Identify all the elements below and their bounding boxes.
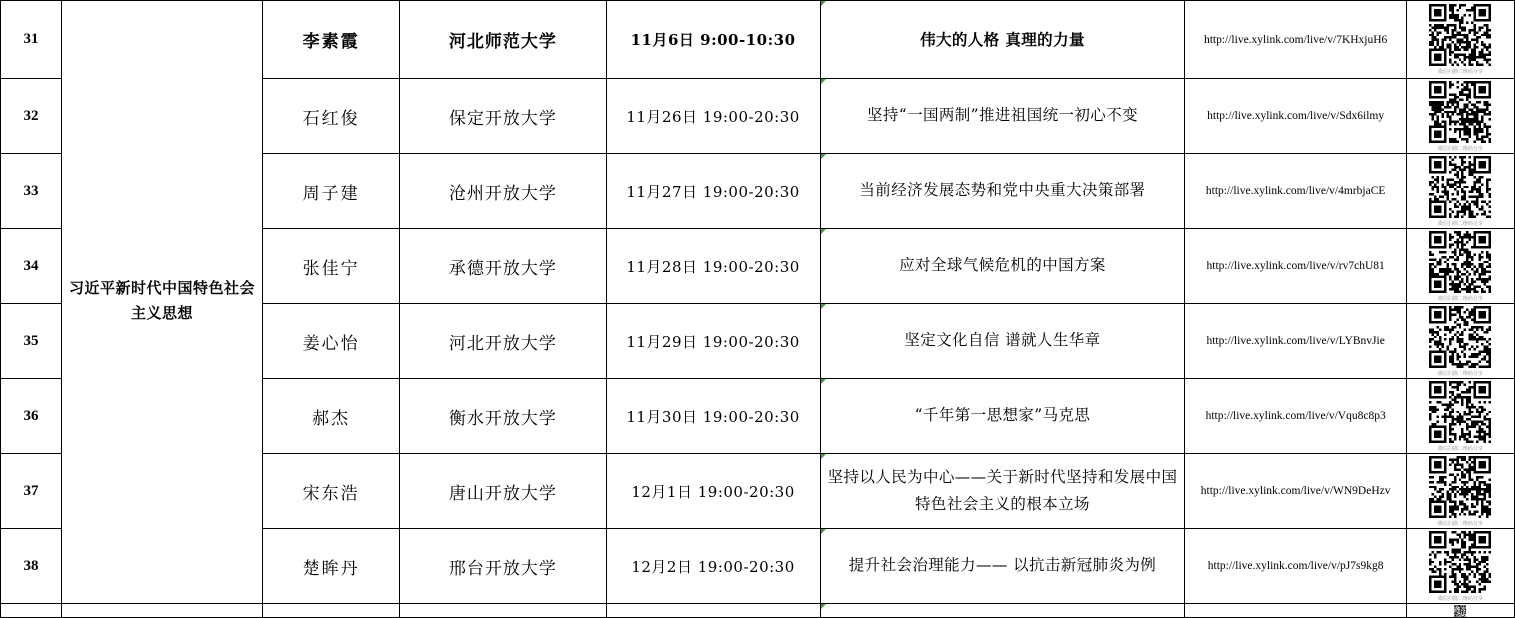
live-link-cell[interactable]: http://live.xylink.com/live/v/4mrbjaCE [1185, 154, 1406, 229]
qr-code-image [1429, 381, 1491, 443]
qr-caption: 微信扫描二维码分享 [1437, 220, 1483, 227]
qr-caption: 微信扫描二维码分享 [1437, 69, 1483, 75]
qr-code-image [1429, 306, 1491, 368]
school-cell: 衡水开放大学 [400, 379, 607, 454]
speaker-cell: 张佳宁 [263, 229, 400, 304]
qr-code-cell [1406, 154, 1514, 229]
time-cell: 11月30日 19:00-20:30 [606, 379, 820, 454]
row-index-cell: 37 [1, 454, 62, 529]
row-index-cell: 33 [1, 154, 62, 229]
lecture-title-cell [820, 79, 1185, 154]
time-cell: 12月2日 19:00-20:30 [606, 529, 820, 604]
qr-wrap [1407, 605, 1514, 617]
qr-wrap [1407, 531, 1514, 602]
qr-caption: 微信扫描二维码分享 [1437, 295, 1483, 302]
live-link-cell[interactable]: http://live.xylink.com/live/v/WN9DeHzv [1185, 454, 1406, 529]
row-index-cell: 35 [1, 304, 62, 379]
lecture-title-cell [820, 379, 1185, 454]
qr-wrap [1407, 456, 1514, 527]
qr-code-image [1429, 456, 1491, 518]
lecture-title-cell [820, 229, 1185, 304]
comment-marker-icon [821, 304, 826, 309]
lecture-title-text: 提升社会治理能力—— 以抗击新冠肺炎为例 [848, 556, 1157, 575]
school-cell: 河北开放大学 [400, 304, 607, 379]
qr-code-image [1429, 4, 1491, 66]
qr-caption: 微信扫描二维码分享 [1437, 520, 1483, 527]
lecture-title-cell [820, 529, 1185, 604]
qr-code-image [1429, 156, 1491, 218]
speaker-cell: 楚眸丹 [263, 529, 400, 604]
school-cell: 承德开放大学 [400, 229, 607, 304]
lecture-title-cell [820, 154, 1185, 229]
table-row [1, 1, 1515, 79]
lecture-title-text: 坚定文化自信 谱就人生华章 [904, 331, 1101, 350]
lecture-title-text: 当前经济发展态势和党中央重大决策部署 [859, 181, 1146, 200]
school-cell [400, 604, 607, 618]
time-cell: 11月27日 19:00-20:30 [606, 154, 820, 229]
speaker-cell: 郝杰 [263, 379, 400, 454]
live-link-cell[interactable]: http://live.xylink.com/live/v/LYBnvJie [1185, 304, 1406, 379]
qr-wrap [1407, 381, 1514, 452]
qr-caption: 微信扫描二维码分享 [1437, 445, 1483, 452]
table-row-partial [1, 604, 1515, 618]
qr-wrap [1407, 4, 1514, 75]
qr-wrap [1407, 231, 1514, 302]
qr-wrap [1407, 81, 1514, 152]
theme-cell [61, 1, 262, 604]
row-index-cell [1, 604, 62, 618]
lecture-title-cell [820, 304, 1185, 379]
time-cell: 11月29日 19:00-20:30 [606, 304, 820, 379]
qr-code-image [1429, 605, 1491, 617]
comment-marker-icon [821, 379, 826, 384]
speaker-cell: 周子建 [263, 154, 400, 229]
qr-code-cell [1406, 1, 1514, 79]
speaker-cell: 石红俊 [263, 79, 400, 154]
live-link-cell[interactable]: http://live.xylink.com/live/v/pJ7s9kg8 [1185, 529, 1406, 604]
live-link-cell[interactable]: http://live.xylink.com/live/v/Sdx6ilmy [1185, 79, 1406, 154]
speaker-cell [263, 604, 400, 618]
time-cell: 12月1日 19:00-20:30 [606, 454, 820, 529]
qr-wrap [1407, 156, 1514, 227]
comment-marker-icon [821, 1, 826, 6]
comment-marker-icon [821, 454, 826, 459]
comment-marker-icon [821, 529, 826, 534]
qr-code-cell [1406, 304, 1514, 379]
live-link-cell[interactable]: http://live.xylink.com/live/v/Vqu8c8p3 [1185, 379, 1406, 454]
lecture-title-text: 坚持“一国两制”推进祖国统一初心不变 [866, 106, 1139, 125]
lecture-title-text: 伟大的人格 真理的力量 [920, 29, 1085, 49]
qr-code-image [1429, 531, 1491, 593]
lecture-title-text: 坚持以人民为中心——关于新时代坚持和发展中国特色社会主义的根本立场 [827, 467, 1178, 513]
qr-code-image [1429, 81, 1491, 143]
speaker-cell: 宋东浩 [263, 454, 400, 529]
time-cell [606, 604, 820, 618]
comment-marker-icon [821, 79, 826, 84]
qr-code-cell [1406, 604, 1514, 618]
row-index-cell: 38 [1, 529, 62, 604]
lecture-title-cell [820, 604, 1185, 618]
speaker-cell: 李素霞 [263, 1, 400, 79]
comment-marker-icon [821, 154, 826, 159]
live-link-cell[interactable]: http://live.xylink.com/live/v/7KHxjuH6 [1185, 1, 1406, 79]
lecture-title-text: “千年第一思想家”马克思 [914, 406, 1091, 425]
row-index-cell: 34 [1, 229, 62, 304]
school-cell: 河北师范大学 [400, 1, 607, 79]
school-cell: 邢台开放大学 [400, 529, 607, 604]
qr-caption: 微信扫描二维码分享 [1437, 370, 1483, 377]
live-link-cell[interactable]: http://live.xylink.com/live/v/rv7chU81 [1185, 229, 1406, 304]
qr-caption: 微信扫描二维码分享 [1437, 595, 1483, 602]
lecture-title-text: 应对全球气候危机的中国方案 [899, 256, 1106, 275]
qr-code-cell [1406, 529, 1514, 604]
qr-code-cell [1406, 454, 1514, 529]
qr-code-image [1429, 231, 1491, 293]
school-cell: 沧州开放大学 [400, 154, 607, 229]
school-cell: 保定开放大学 [400, 79, 607, 154]
row-index-cell: 32 [1, 79, 62, 154]
qr-code-cell [1406, 79, 1514, 154]
live-link-cell [1185, 604, 1406, 618]
row-index-cell: 31 [1, 1, 62, 79]
qr-code-cell [1406, 229, 1514, 304]
comment-marker-icon [821, 229, 826, 234]
theme-cell-partial [61, 604, 262, 618]
row-index-cell: 36 [1, 379, 62, 454]
theme-label: 习近平新时代中国特色社会主义思想 [69, 280, 256, 322]
qr-caption: 微信扫描二维码分享 [1437, 145, 1483, 152]
qr-code-cell [1406, 379, 1514, 454]
lecture-title-cell [820, 454, 1185, 529]
time-cell: 11月26日 19:00-20:30 [606, 79, 820, 154]
school-cell: 唐山开放大学 [400, 454, 607, 529]
time-cell: 11月6日 9:00-10:30 [606, 1, 820, 79]
lecture-title-cell [820, 1, 1185, 79]
speaker-cell: 姜心怡 [263, 304, 400, 379]
qr-wrap [1407, 306, 1514, 377]
time-cell: 11月28日 19:00-20:30 [606, 229, 820, 304]
